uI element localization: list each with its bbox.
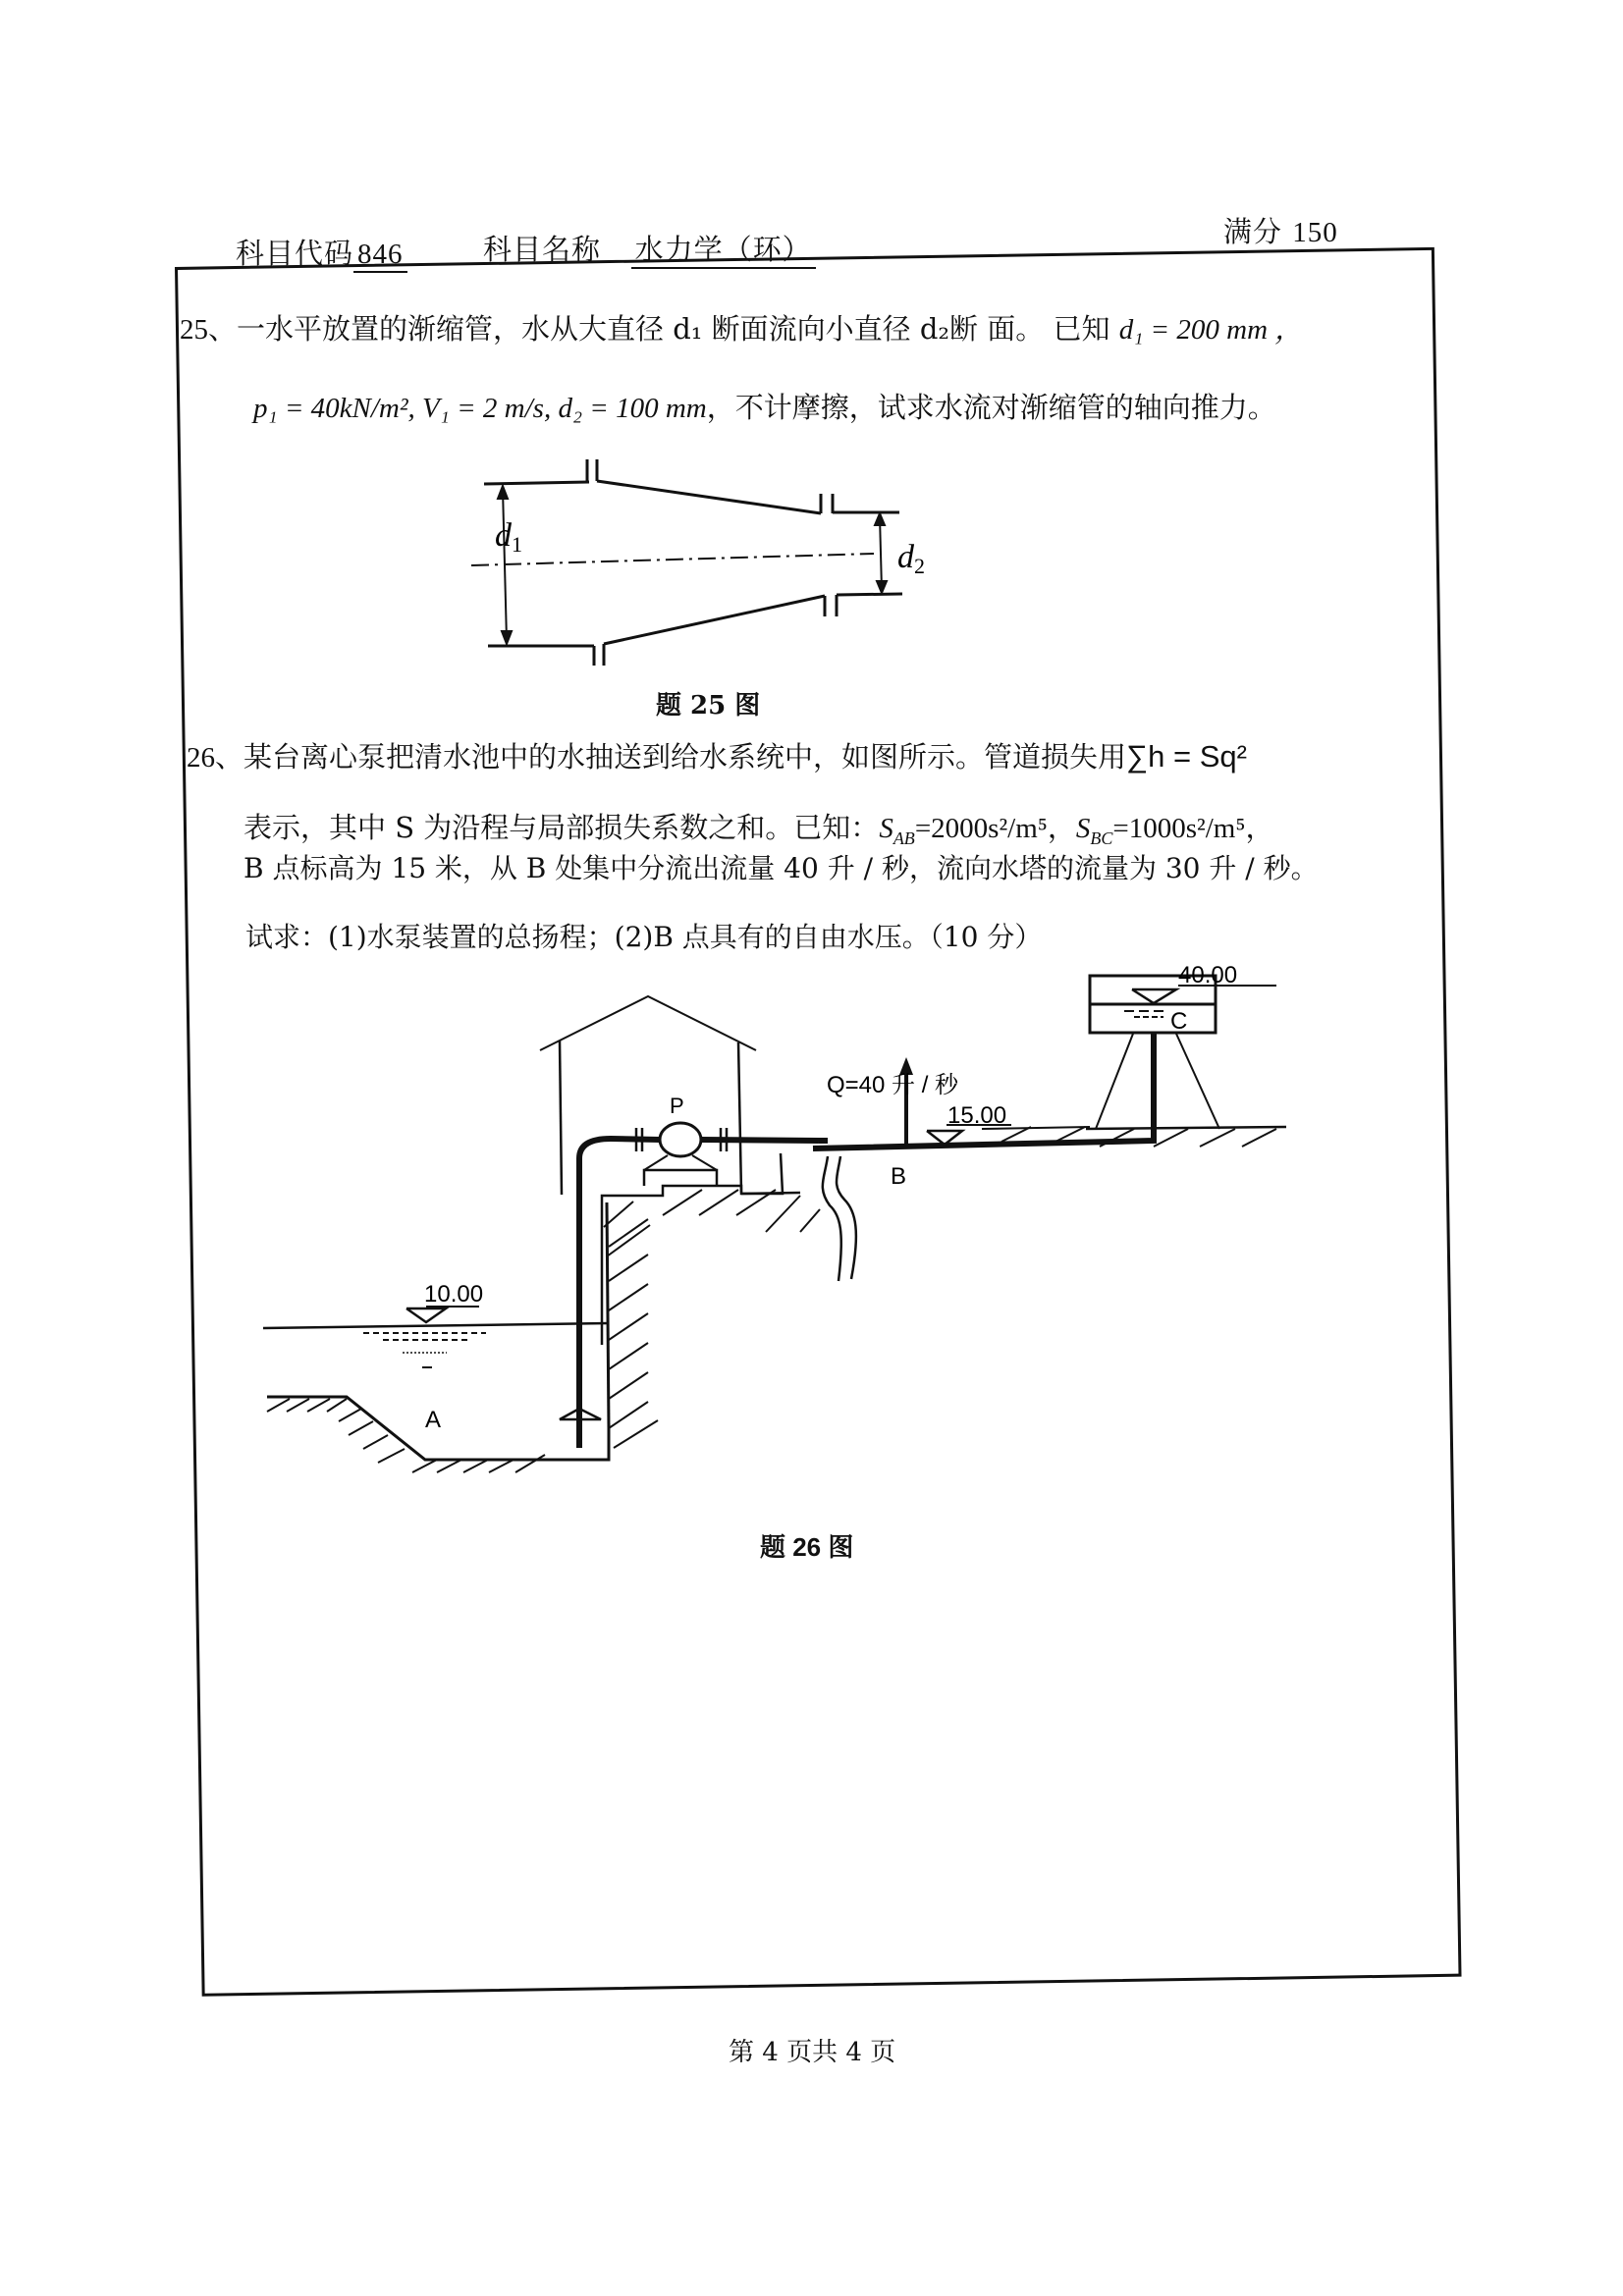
q25-line2 xyxy=(253,391,1276,426)
q26-loss-formula: ∑h = Sq² xyxy=(1126,739,1247,774)
q25-line2-math: p₁ = 40kN/m², V₁ = 2 m/s, d₂ = 100 mm xyxy=(253,393,707,424)
q26-line4: 试求：(1)水泵装置的总扬程；(2)B 点具有的自由水压。（10 分） xyxy=(245,921,1043,953)
pump-label-p: P xyxy=(670,1094,684,1118)
pool-level-label: 10.00 xyxy=(424,1281,484,1308)
q26-sab: $S_{AB}=2000s^2/m^5$， xyxy=(879,813,1076,848)
q26-line2 xyxy=(243,811,1273,849)
figure-26-caption: 题 26 图 xyxy=(760,1532,854,1562)
page-number: 第 4 页共 4 页 xyxy=(729,2038,896,2067)
subject-code-value: 846 xyxy=(353,239,407,273)
q25-line1-text: 一水平放置的渐缩管，水从大直径 d₁ 断面流向小直径 d₂断 面。 已知 xyxy=(237,312,1110,346)
point-a-label: A xyxy=(425,1407,442,1433)
q26-line2-text: 表示，其中 S 为沿程与局部损失系数之和。已知： xyxy=(243,811,880,844)
q25-line1 xyxy=(180,312,1303,347)
subject-name-label: 科目名称 xyxy=(483,233,602,266)
tower-level-label: 40.00 xyxy=(1178,962,1238,988)
point-b-label: B xyxy=(891,1163,907,1190)
b-level-label: 15.00 xyxy=(947,1102,1007,1129)
tower-label-c: C xyxy=(1170,1008,1188,1035)
fig25-d1-label: d1 xyxy=(495,517,522,557)
full-score-field xyxy=(1223,210,1338,250)
full-score-value: 150 xyxy=(1292,217,1338,248)
figure-25-contracting-pipe xyxy=(452,452,1001,707)
subject-name-value: 水力学（环） xyxy=(631,233,816,269)
figure-26-pump-system xyxy=(245,952,1325,1502)
q26-sbc: $S_{BC}=1000s^2/m^5$， xyxy=(1075,813,1274,848)
branch-flow-label: Q=40 升 / 秒 xyxy=(827,1072,959,1098)
q26-line3: B 点标高为 15 米，从 B 处集中分流出流量 40 升 / 秒，流向水塔的流量为 30 升 / 秒。 xyxy=(243,852,1319,884)
full-score-label: 满分 xyxy=(1223,215,1283,248)
q26-line1-text: 某台离心泵把清水池中的水抽送到给水系统中，如图所示。管道损失用 xyxy=(243,740,1127,774)
q25-line2-text: ，不计摩擦，试求水流对渐缩管的轴向推力。 xyxy=(706,391,1276,424)
q25-number: 25、 xyxy=(180,314,238,346)
subject-code-label: 科目代码 xyxy=(236,237,354,270)
q26-number: 26、 xyxy=(187,742,244,774)
figure-25-caption: 题 25 图 xyxy=(656,691,761,721)
q25-line1-math: d₁ = 200 mm ， xyxy=(1118,314,1304,346)
fig25-d2-label: d2 xyxy=(897,539,925,578)
q26-line1 xyxy=(187,738,1247,775)
